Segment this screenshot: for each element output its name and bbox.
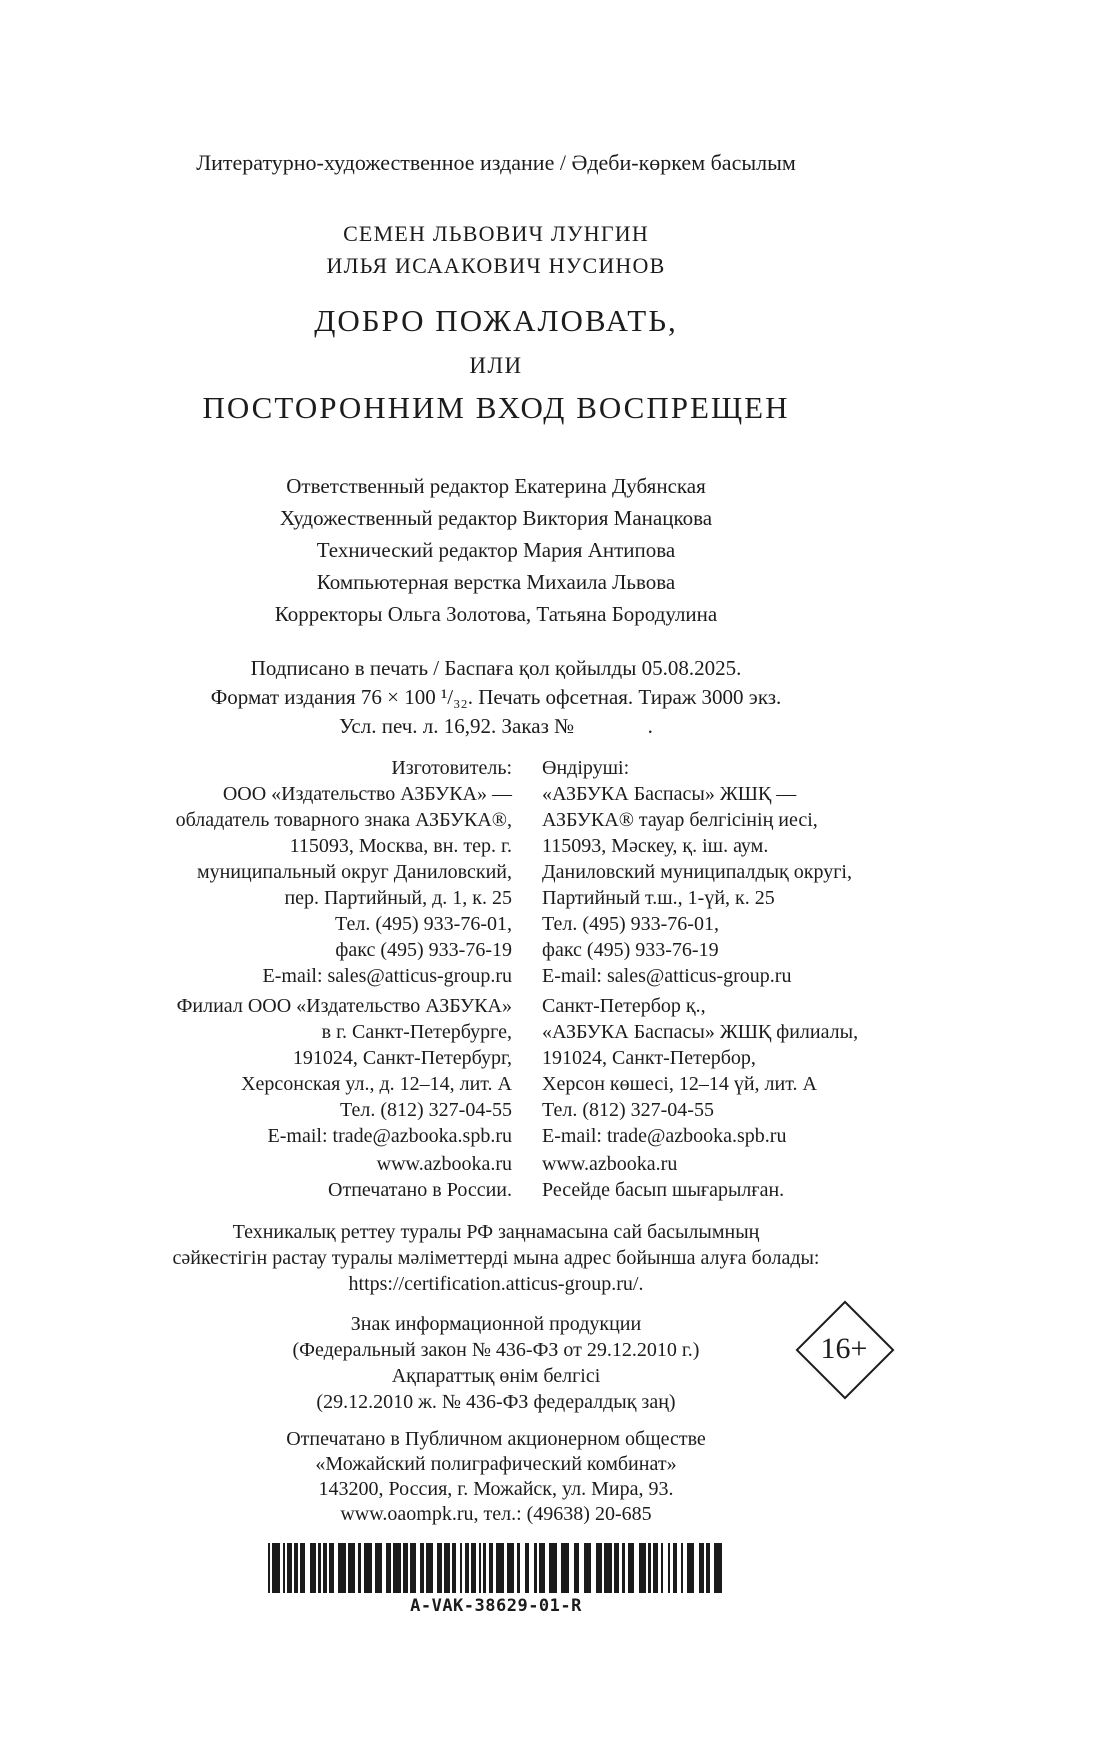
edition-line: Литературно-художественное издание / Әдеби-көркем басылым (196, 150, 796, 175)
barcode-bar (268, 1543, 270, 1593)
text-line: Отпечатано в Публичном акционерном обществе (286, 1428, 706, 1450)
author-name: ИЛЬЯ ИСААКОВИЧ НУСИНОВ (326, 253, 666, 278)
manufacturer-kazakh (542, 755, 902, 989)
authors-block (90, 218, 902, 282)
text-line: «АЗБУКА Баспасы» ЖШҚ филиалы, (542, 1021, 859, 1043)
text-line: Компьютерная верстка Михаила Львова (316, 570, 676, 594)
content-block (90, 0, 902, 1616)
text-line: Отпечатано в России. (328, 1179, 512, 1201)
book-title-or: ИЛИ (469, 353, 523, 378)
barcode-bar (628, 1543, 634, 1593)
age-rating-section (90, 1311, 902, 1415)
text-line: Өндіруші: (542, 757, 630, 779)
age-rating-value: 16+ (820, 1332, 868, 1365)
barcode-bar (460, 1543, 462, 1593)
text-line: муниципальный округ Даниловский, (196, 861, 512, 883)
text-line: Херсонская ул., д. 12–14, лит. А (241, 1073, 512, 1095)
printer-block (90, 1427, 902, 1527)
age-rating-badge (794, 1299, 894, 1399)
book-title-line2: ПОСТОРОННИМ ВХОД ВОСПРЕЩЕН (202, 390, 790, 425)
text-line: Тел. (812) 327-04-55 (542, 1099, 714, 1121)
text-line: https://certification.atticus-group.ru/. (348, 1273, 644, 1295)
text-line: Санкт-Петербор қ., (542, 995, 706, 1017)
certification-note (90, 1219, 902, 1297)
barcode-bar (661, 1543, 663, 1593)
barcode-bar (639, 1543, 646, 1593)
text-line: www.azbooka.ru (542, 1153, 678, 1175)
barcode-bar (375, 1543, 382, 1593)
text-line: пер. Партийный, д. 1, к. 25 (284, 887, 512, 909)
text-line: факс (495) 933-76-19 (335, 939, 512, 961)
barcode-bar (604, 1543, 612, 1593)
text-line: 115093, Мәскеу, қ. іш. аум. (542, 835, 769, 857)
barcode-bar (364, 1543, 372, 1593)
text-line: Усл. печ. л. 16,92. Заказ № . (339, 714, 653, 738)
barcode-bar (561, 1543, 569, 1593)
barcode-bar (318, 1543, 321, 1593)
barcode-bar (410, 1543, 416, 1593)
text-line: 191024, Санкт-Петербург, (292, 1047, 512, 1069)
text-line: www.oaompk.ru, тел.: (49638) 20-685 (340, 1503, 652, 1525)
text-line: 191024, Санкт-Петербор, (542, 1047, 756, 1069)
barcode-bar (539, 1543, 545, 1593)
branch-kazakh (542, 993, 902, 1149)
barcode-bar (673, 1543, 677, 1593)
barcode-bar (465, 1543, 469, 1593)
text-line: Тел. (495) 933-76-01, (542, 913, 719, 935)
barcode-bar (393, 1543, 401, 1593)
text-line: E-mail: trade@azbooka.spb.ru (267, 1125, 512, 1147)
text-line: E-mail: sales@atticus-group.ru (262, 965, 512, 987)
barcode-bar (525, 1543, 529, 1593)
text-line: Знак информационной продукции (350, 1313, 642, 1335)
text-line: Партийный т.ш., 1-үй, к. 25 (542, 887, 775, 909)
staff-credits (90, 470, 902, 630)
barcode-bar (668, 1543, 670, 1593)
manufacturer-russian (90, 755, 512, 989)
text-line: Ответственный редактор Екатерина Дубянская (286, 474, 706, 498)
barcode-bar (653, 1543, 658, 1593)
text-line: Подписано в печать / Баспаға қол қойылды 05.08.2025. (250, 656, 742, 680)
text-line: сәйкестігін растау туралы мәліметтерді мына адрес бойынша алуға болады: (172, 1247, 820, 1269)
author-name: СЕМЕН ЛЬВОВИЧ ЛУНГИН (343, 221, 649, 246)
text-line: в г. Санкт-Петербурге, (321, 1021, 512, 1043)
print-info (90, 654, 902, 741)
text-line: АЗБУКА® тауар белгісінің иесі, (542, 809, 818, 831)
text-line: «АЗБУКА Баспасы» ЖШҚ — (542, 783, 797, 805)
barcode-bar (496, 1543, 504, 1593)
barcode-bar (699, 1543, 704, 1593)
barcode-bar (338, 1543, 346, 1593)
barcode-bar (483, 1543, 486, 1593)
website-kazakh (542, 1151, 902, 1203)
barcode-bar (648, 1543, 651, 1593)
barcode-bar (687, 1543, 694, 1593)
barcode-bar (574, 1543, 579, 1593)
branch-block (90, 993, 902, 1149)
manufacturer-block (90, 755, 902, 989)
barcode-bar (489, 1543, 493, 1593)
website-russian (90, 1151, 512, 1203)
book-title-line1: ДОБРО ПОЖАЛОВАТЬ, (314, 303, 678, 338)
text-line: обладатель товарного знака АЗБУКА®, (175, 809, 512, 831)
barcode-section (90, 1543, 902, 1616)
barcode-bar (622, 1543, 625, 1593)
text-line: Художественный редактор Виктория Манацкова (279, 506, 713, 530)
barcode-bar (386, 1543, 391, 1593)
branch-russian (90, 993, 512, 1149)
barcode-bar (329, 1543, 334, 1593)
text-line: Филиал ООО «Издательство АЗБУКА» (176, 995, 512, 1017)
barcode-label: A-VAK-38629-01-R (410, 1596, 582, 1616)
barcode-bar (426, 1543, 433, 1593)
barcode-bar (444, 1543, 450, 1593)
text-line: E-mail: trade@azbooka.spb.ru (542, 1125, 787, 1147)
barcode-bar (596, 1543, 602, 1593)
barcode-bar (471, 1543, 476, 1593)
barcode-bar (549, 1543, 557, 1593)
text-line: www.azbooka.ru (376, 1153, 512, 1175)
text-line: (29.12.2010 ж. № 436-ФЗ федералдық заң) (316, 1391, 676, 1413)
barcode-bar (479, 1543, 481, 1593)
barcode-bar (437, 1543, 442, 1593)
barcode-bar (358, 1543, 361, 1593)
text-line: Формат издания 76 × 100 ¹/₃₂. Печать офсетная. Тираж 3000 экз. (210, 685, 782, 709)
text-line: Изготовитель: (391, 757, 512, 779)
barcode-bar (452, 1543, 456, 1593)
barcode-bar (300, 1543, 305, 1593)
website-block (90, 1151, 902, 1203)
barcode-bar (294, 1543, 298, 1593)
barcode-bar (310, 1543, 316, 1593)
text-line: Даниловский муниципалдық округі, (542, 861, 852, 883)
text-line: Тел. (812) 327-04-55 (340, 1099, 512, 1121)
text-line: 115093, Москва, вн. тер. г. (289, 835, 512, 857)
barcode-bar (283, 1543, 285, 1593)
barcode-bar (507, 1543, 514, 1593)
barcode-bar (614, 1543, 619, 1593)
text-line: (Федеральный закон № 436-ФЗ от 29.12.2010 г.) (292, 1339, 700, 1361)
text-line: Ақпараттық өнім белгісі (391, 1365, 601, 1387)
barcode-bar (517, 1543, 520, 1593)
barcode-bar (584, 1543, 591, 1593)
text-line: Тел. (495) 933-76-01, (335, 913, 512, 935)
text-line: ООО «Издательство АЗБУКА» — (222, 783, 512, 805)
barcode-bar (420, 1543, 424, 1593)
barcode-bar (706, 1543, 710, 1593)
text-line: факс (495) 933-76-19 (542, 939, 719, 961)
barcode-bar (534, 1543, 537, 1593)
text-line: Херсон көшесі, 12–14 үй, лит. А (542, 1073, 817, 1095)
barcode-bar (403, 1543, 408, 1593)
age-rating-lines (90, 1311, 902, 1415)
text-line: 143200, Россия, г. Можайск, ул. Мира, 93. (318, 1478, 674, 1500)
barcode-bar (681, 1543, 683, 1593)
barcode-bar (323, 1543, 327, 1593)
text-line: «Можайский полиграфический комбинат» (315, 1453, 677, 1475)
barcode-bar (714, 1543, 722, 1593)
barcode-bar (272, 1543, 280, 1593)
barcode-bar (287, 1543, 292, 1593)
text-line: Ресейде басып шығарылған. (542, 1179, 785, 1201)
text-line: E-mail: sales@atticus-group.ru (542, 965, 792, 987)
text-line: Корректоры Ольга Золотова, Татьяна Бородулина (274, 602, 718, 626)
barcode-bar (348, 1543, 355, 1593)
text-line: Технический редактор Мария Антипова (316, 538, 676, 562)
barcode (268, 1543, 724, 1593)
text-line: Техникалық реттеу туралы РФ заңнамасына сай басылымның (232, 1221, 760, 1243)
